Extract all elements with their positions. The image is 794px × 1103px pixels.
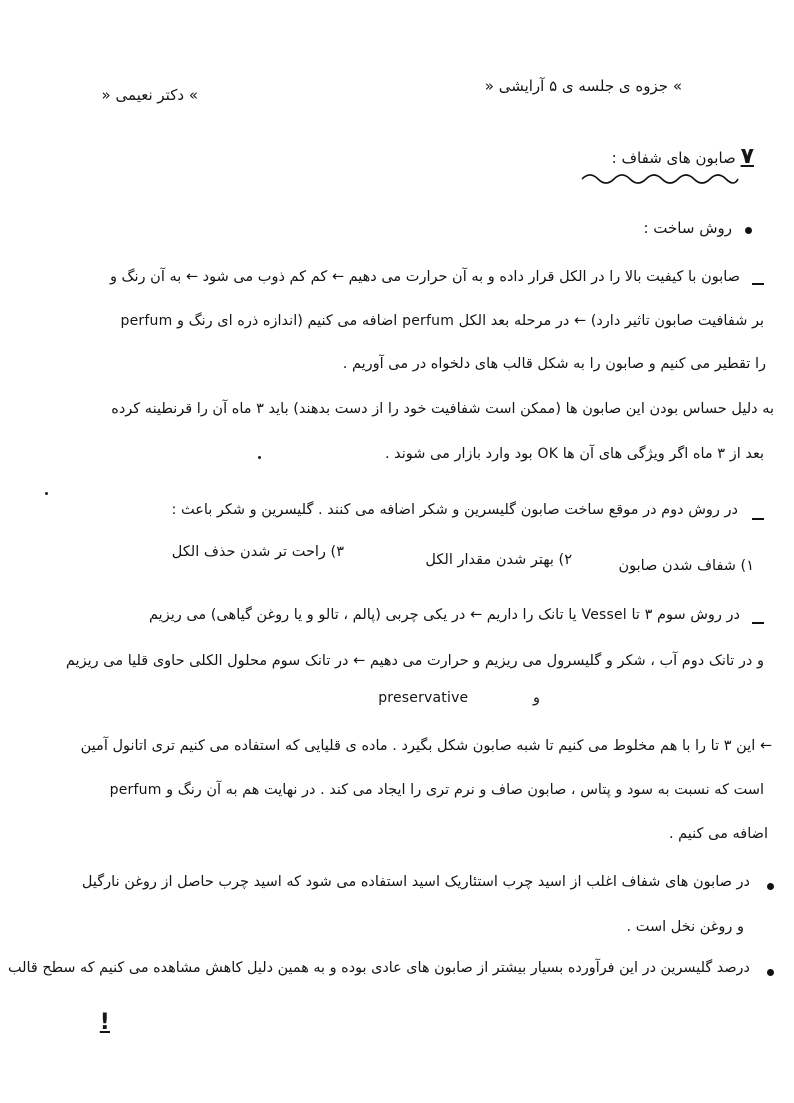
method1-line4: به دلیل حساس بودن این صابون ها (ممکن است شفافیت خود را از دست بدهند) باید ۳ ماه آن را قرنطینه کرده (111, 401, 774, 417)
method3-line1-c: یا تانک را داریم ← در یکی چربی (پالم ، تالو و یا روغن گیاهی) می ریزیم (149, 607, 577, 623)
method1-line5-c: بود وارد بازار می شوند . (384, 446, 533, 462)
footer-mark: ! (99, 1010, 110, 1035)
course-quote-open: « (484, 77, 494, 95)
course-quote-close: » (672, 77, 682, 95)
stray-mark (45, 492, 48, 495)
section-number: ۷ (740, 144, 754, 169)
method3-line3 (378, 690, 540, 706)
method3-line4: ← این ۳ تا را با هم مخلوط می کنیم تا شبه صابون شکل بگیرد . ماده ی قلیایی که استفاده می کنیم تری اتانول آمین (80, 738, 772, 754)
heading-underline-wave (580, 170, 740, 188)
method2-item2: ۲) بهتر شدن مقدار الکل (425, 552, 572, 568)
bullet (745, 227, 752, 234)
method3-line1-a: در روش سوم ۳ تا (631, 607, 740, 623)
method1-line2-b: اضافه می کنیم (اندازه ذره ای رنگ و (177, 313, 398, 329)
method1-line3: را تقطیر می کنیم و صابون را به شکل قالب های دلخواه در می آوریم . (342, 356, 766, 372)
perfum-term: perfum (402, 313, 455, 329)
perfum-term: perfum (120, 313, 173, 329)
method2-item1: ۱) شفاف شدن صابون (618, 558, 754, 574)
method2-line1: در روش دوم در موقع ساخت صابون گلیسرین و شکر اضافه می کنند . گلیسرین و شکر باعث : (171, 502, 738, 518)
method3-line1 (149, 607, 740, 623)
dash-marker (752, 283, 764, 285)
method3-line5 (110, 782, 764, 798)
bullet (767, 969, 774, 976)
note1-line1: در صابون های شفاف اغلب از اسید چرب استئاریک اسید استفاده می شود که اسید چرب حاصل از روغن نارگیل (81, 874, 750, 890)
method1-line2 (121, 313, 764, 329)
perfum-term: perfum (109, 782, 162, 798)
header-lecturer (102, 86, 198, 104)
ok-term: OK (537, 446, 559, 462)
method3-line2: و در تانک دوم آب ، شکر و گلیسرول می ریزیم و حرارت می دهیم ← در تانک سوم محلول الکلی حاوی قلیا می ریزیم (65, 653, 764, 669)
dash-marker (752, 622, 764, 624)
vessel-term: Vessel (581, 607, 627, 623)
method1-line5 (385, 446, 764, 462)
stray-mark (258, 456, 261, 459)
preservative-term: preservative (378, 690, 469, 706)
lecturer-quote-close: » (188, 86, 198, 104)
bullet (767, 883, 774, 890)
method1-line1: صابون با کیفیت بالا را در الکل قرار داده و به آن حرارت می دهیم ← کم کم ذوب می شود ← به آن رنگ و (109, 269, 740, 285)
section-heading (612, 144, 754, 169)
note2-line1: درصد گلیسرین در این فرآورده بسیار بیشتر از صابون های عادی بوده و به همین دلیل کاهش مشاهده می کنیم که سطح قالب (8, 960, 750, 976)
method1-line5-a: بعد از ۳ ماه اگر ویژگی های آن ها (562, 446, 764, 462)
section-title: صابون های شفاف : (611, 149, 736, 167)
method1-heading: روش ساخت : (643, 219, 732, 237)
dash-marker (752, 518, 764, 520)
method2-item3: ۳) راحت تر شدن حذف الکل (171, 544, 344, 560)
course-title: جزوه ی جلسه ی ۵ آرایشی (498, 77, 669, 95)
lecturer-name: دکتر نعیمی (115, 86, 185, 104)
method3-line3-a: و (532, 690, 540, 706)
lecturer-quote-open: « (101, 86, 111, 104)
method3-line5-a: است که نسبت به سود و پتاس ، صابون صاف و نرم تری را ایجاد می کند . در نهایت هم به آن رنگ و (166, 782, 764, 798)
method3-line6: اضافه می کنیم . (668, 826, 768, 842)
header-course (485, 77, 682, 95)
note1-line2: و روغن نخل است . (626, 919, 744, 935)
method1-line2-d: بر شفافیت صابون تاثیر دارد) ← در مرحله بعد الکل (458, 313, 764, 329)
